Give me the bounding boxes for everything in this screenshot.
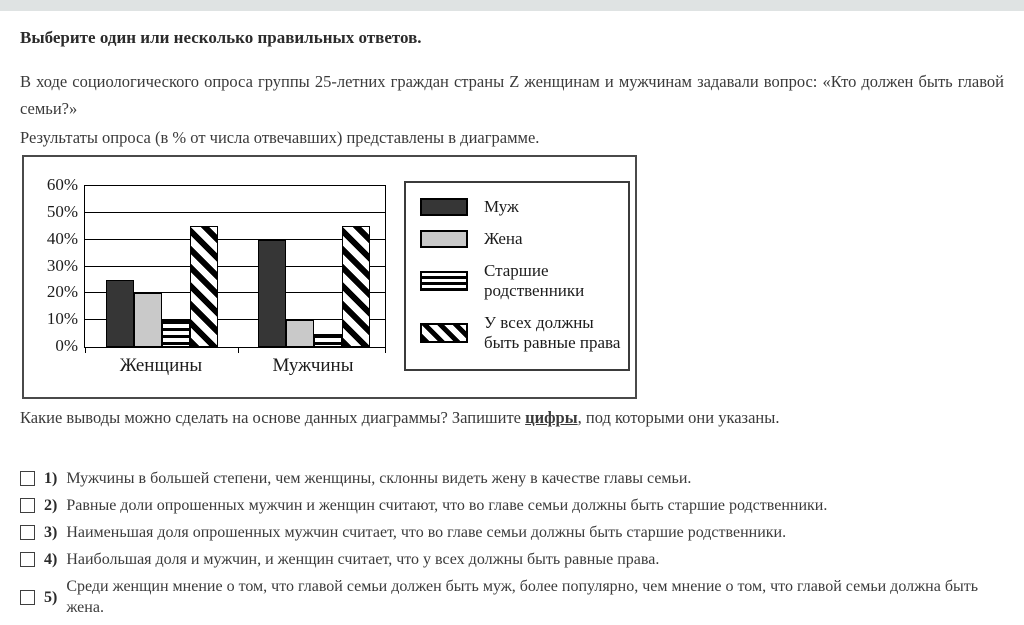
question-prompt-before: Какие выводы можно сделать на основе данных диаграммы? Запишите: [20, 408, 526, 427]
y-axis-tick-label: 50%: [46, 201, 78, 221]
question-page: [0, 28, 1024, 618]
y-axis-tick-label: 10%: [46, 309, 78, 329]
chart-bar: [286, 320, 314, 347]
chart-bar: [258, 240, 286, 347]
survey-bar-chart: [22, 155, 637, 399]
legend-label: Муж: [484, 197, 519, 216]
y-axis-tick-label: 0%: [55, 336, 78, 355]
option-row-1: [20, 468, 1004, 489]
legend-item: [420, 313, 628, 353]
chart-bar: [342, 226, 370, 347]
chart-bar: [190, 226, 218, 347]
chart-bar: [314, 334, 342, 347]
legend-swatch-h-stripes: [420, 271, 468, 291]
gridline: [85, 266, 385, 267]
y-axis-tick-label: 30%: [46, 255, 78, 275]
question-intro: В ходе социологического опроса группы 25-летних граждан страны Z женщинам и мужчинам задавали вопрос: «Кто должен быть главой семьи?»: [20, 72, 1004, 118]
option-row-4: [20, 549, 1004, 570]
legend-item: [420, 261, 628, 301]
question-prompt-after: , под которыми они указаны.: [577, 408, 780, 427]
chart-bar: [106, 280, 134, 347]
x-axis-category-label: Мужчины: [272, 355, 354, 376]
x-axis-category-label: Женщины: [119, 355, 203, 376]
question-prompt: [20, 407, 1004, 429]
option-2-number: 2): [44, 497, 58, 514]
option-4-number: 4): [44, 551, 58, 568]
legend-item: [420, 197, 628, 217]
option-5-number: 5): [44, 588, 58, 606]
option-5-checkbox[interactable]: [20, 590, 35, 605]
y-axis-tick-label: 20%: [46, 282, 78, 302]
chart-bar: [162, 320, 190, 347]
option-row-5: [20, 576, 1004, 618]
option-3-checkbox[interactable]: [20, 525, 35, 540]
legend-label: Жена: [484, 229, 523, 248]
option-3-text: Наименьшая доля опрошенных мужчин считает, что во главе семьи должны быть старшие родственники.: [66, 524, 787, 541]
option-3-number: 3): [44, 524, 58, 541]
top-strip: [0, 0, 1024, 11]
legend-item: [420, 229, 628, 249]
axis-tick: [238, 347, 239, 353]
option-1-text: Мужчины в большей степени, чем женщины, склонны видеть жену в качестве главы семьи.: [66, 470, 692, 487]
option-1-checkbox[interactable]: [20, 471, 35, 486]
answer-options: [20, 468, 1004, 618]
y-axis-tick-label: 60%: [46, 175, 78, 194]
option-5-text: Среди женщин мнение о том, что главой семьи должен быть муж, более популярно, чем мнение о том, что главой семьи должна быть жена.: [66, 578, 978, 616]
legend-swatch-solid-dark: [420, 198, 468, 216]
chart-plot-area: [84, 185, 386, 348]
legend-swatch-solid-light: [420, 230, 468, 248]
axis-tick: [385, 347, 386, 353]
option-4-text: Наибольшая доля и мужчин, и женщин считает, что у всех должны быть равные права.: [66, 551, 660, 568]
gridline: [85, 239, 385, 240]
instruction-text: Выберите один или несколько правильных ответов.: [20, 28, 422, 47]
option-1-number: 1): [44, 470, 58, 487]
results-note: Результаты опроса (в % от числа отвечавших) представлены в диаграмме.: [20, 128, 540, 147]
legend-label: У всех должны быть равные права: [484, 313, 621, 352]
question-prompt-emphasis: цифры: [525, 408, 578, 427]
option-2-text: Равные доли опрошенных мужчин и женщин считают, что во главе семьи должны быть старшие родственники.: [66, 497, 828, 514]
legend-label: Старшие родственники: [484, 261, 585, 300]
axis-tick: [85, 347, 86, 353]
option-row-2: [20, 495, 1004, 516]
option-row-3: [20, 522, 1004, 543]
option-2-checkbox[interactable]: [20, 498, 35, 513]
option-4-checkbox[interactable]: [20, 552, 35, 567]
chart-bar: [134, 293, 162, 347]
legend-swatch-d-stripes: [420, 323, 468, 343]
chart-legend: [404, 181, 630, 371]
gridline: [85, 212, 385, 213]
y-axis-tick-label: 40%: [46, 228, 78, 248]
